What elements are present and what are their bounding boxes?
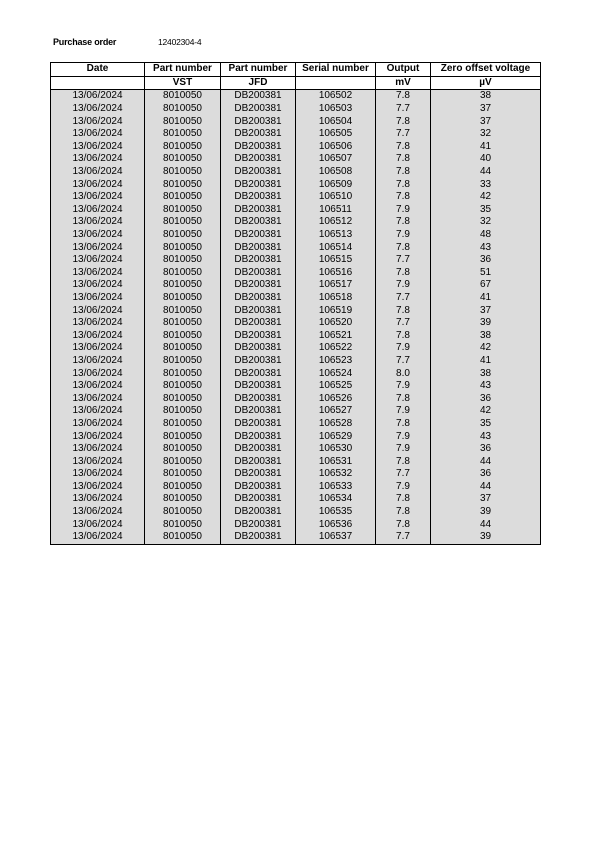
cell-date: 13/06/2024 <box>51 367 145 380</box>
cell-output: 7.8 <box>376 518 431 531</box>
cell-serial-number: 106520 <box>296 317 376 330</box>
cell-part-number-vst: 8010050 <box>145 317 221 330</box>
unit-serial <box>296 76 376 90</box>
cell-part-number-jfd: DB200381 <box>221 367 296 380</box>
table-row <box>51 443 541 456</box>
cell-date: 13/06/2024 <box>51 254 145 267</box>
cell-serial-number: 106529 <box>296 430 376 443</box>
cell-part-number-jfd: DB200381 <box>221 493 296 506</box>
unit-date <box>51 76 145 90</box>
cell-zero-offset: 41 <box>431 141 541 154</box>
cell-serial-number: 106510 <box>296 191 376 204</box>
cell-part-number-jfd: DB200381 <box>221 115 296 128</box>
cell-zero-offset: 37 <box>431 115 541 128</box>
table-row <box>51 380 541 393</box>
cell-date: 13/06/2024 <box>51 103 145 116</box>
cell-output: 7.9 <box>376 405 431 418</box>
cell-part-number-jfd: DB200381 <box>221 506 296 519</box>
cell-serial-number: 106530 <box>296 443 376 456</box>
cell-output: 7.8 <box>376 141 431 154</box>
cell-serial-number: 106528 <box>296 418 376 431</box>
cell-serial-number: 106504 <box>296 115 376 128</box>
cell-part-number-vst: 8010050 <box>145 443 221 456</box>
cell-zero-offset: 43 <box>431 430 541 443</box>
cell-output: 7.8 <box>376 115 431 128</box>
table-row <box>51 430 541 443</box>
cell-output: 7.9 <box>376 204 431 217</box>
cell-output: 7.8 <box>376 418 431 431</box>
cell-part-number-jfd: DB200381 <box>221 166 296 179</box>
cell-part-number-vst: 8010050 <box>145 418 221 431</box>
cell-part-number-vst: 8010050 <box>145 493 221 506</box>
cell-serial-number: 106536 <box>296 518 376 531</box>
cell-output: 7.7 <box>376 317 431 330</box>
cell-serial-number: 106503 <box>296 103 376 116</box>
cell-part-number-vst: 8010050 <box>145 178 221 191</box>
cell-serial-number: 106517 <box>296 279 376 292</box>
cell-date: 13/06/2024 <box>51 518 145 531</box>
cell-output: 7.8 <box>376 241 431 254</box>
cell-serial-number: 106525 <box>296 380 376 393</box>
table-body <box>51 90 541 544</box>
cell-output: 7.9 <box>376 380 431 393</box>
cell-date: 13/06/2024 <box>51 229 145 242</box>
cell-part-number-vst: 8010050 <box>145 267 221 280</box>
cell-zero-offset: 38 <box>431 329 541 342</box>
unit-output: mV <box>376 76 431 90</box>
cell-part-number-jfd: DB200381 <box>221 481 296 494</box>
cell-output: 7.8 <box>376 455 431 468</box>
cell-zero-offset: 42 <box>431 191 541 204</box>
cell-date: 13/06/2024 <box>51 418 145 431</box>
cell-output: 7.8 <box>376 267 431 280</box>
cell-part-number-vst: 8010050 <box>145 292 221 305</box>
cell-zero-offset: 32 <box>431 128 541 141</box>
table-row <box>51 141 541 154</box>
cell-date: 13/06/2024 <box>51 342 145 355</box>
cell-part-number-jfd: DB200381 <box>221 518 296 531</box>
cell-part-number-jfd: DB200381 <box>221 216 296 229</box>
cell-part-number-vst: 8010050 <box>145 229 221 242</box>
cell-part-number-vst: 8010050 <box>145 304 221 317</box>
cell-date: 13/06/2024 <box>51 267 145 280</box>
table-row <box>51 392 541 405</box>
cell-part-number-jfd: DB200381 <box>221 430 296 443</box>
cell-part-number-jfd: DB200381 <box>221 241 296 254</box>
cell-output: 7.7 <box>376 531 431 544</box>
table-row <box>51 304 541 317</box>
cell-date: 13/06/2024 <box>51 304 145 317</box>
table-row <box>51 241 541 254</box>
table-row <box>51 342 541 355</box>
cell-date: 13/06/2024 <box>51 128 145 141</box>
cell-part-number-jfd: DB200381 <box>221 380 296 393</box>
cell-date: 13/06/2024 <box>51 204 145 217</box>
cell-part-number-jfd: DB200381 <box>221 329 296 342</box>
table-row <box>51 229 541 242</box>
cell-serial-number: 106512 <box>296 216 376 229</box>
unit-vst: VST <box>145 76 221 90</box>
cell-serial-number: 106527 <box>296 405 376 418</box>
cell-serial-number: 106533 <box>296 481 376 494</box>
cell-part-number-vst: 8010050 <box>145 166 221 179</box>
cell-output: 7.9 <box>376 430 431 443</box>
cell-part-number-vst: 8010050 <box>145 367 221 380</box>
cell-part-number-jfd: DB200381 <box>221 178 296 191</box>
cell-part-number-vst: 8010050 <box>145 380 221 393</box>
cell-zero-offset: 36 <box>431 392 541 405</box>
cell-date: 13/06/2024 <box>51 468 145 481</box>
cell-zero-offset: 44 <box>431 481 541 494</box>
table-row <box>51 367 541 380</box>
unit-jfd: JFD <box>221 76 296 90</box>
header-part-number-jfd: Part number <box>221 63 296 77</box>
cell-part-number-jfd: DB200381 <box>221 405 296 418</box>
cell-part-number-jfd: DB200381 <box>221 418 296 431</box>
table-row <box>51 216 541 229</box>
table-row <box>51 317 541 330</box>
cell-part-number-jfd: DB200381 <box>221 267 296 280</box>
purchase-order-number: 12402304-4 <box>158 37 202 47</box>
cell-output: 7.9 <box>376 279 431 292</box>
table-row <box>51 531 541 544</box>
cell-part-number-jfd: DB200381 <box>221 103 296 116</box>
header-output: Output <box>376 63 431 77</box>
cell-part-number-vst: 8010050 <box>145 103 221 116</box>
cell-part-number-vst: 8010050 <box>145 204 221 217</box>
table-row <box>51 455 541 468</box>
cell-part-number-vst: 8010050 <box>145 329 221 342</box>
cell-serial-number: 106515 <box>296 254 376 267</box>
cell-serial-number: 106522 <box>296 342 376 355</box>
cell-zero-offset: 40 <box>431 153 541 166</box>
cell-part-number-vst: 8010050 <box>145 468 221 481</box>
cell-part-number-jfd: DB200381 <box>221 304 296 317</box>
cell-part-number-jfd: DB200381 <box>221 229 296 242</box>
cell-serial-number: 106523 <box>296 355 376 368</box>
header-part-number-vst: Part number <box>145 63 221 77</box>
cell-zero-offset: 36 <box>431 468 541 481</box>
table-units-row <box>51 76 541 90</box>
cell-zero-offset: 51 <box>431 267 541 280</box>
cell-serial-number: 106521 <box>296 329 376 342</box>
cell-part-number-vst: 8010050 <box>145 128 221 141</box>
cell-part-number-vst: 8010050 <box>145 481 221 494</box>
table-row <box>51 103 541 116</box>
table-row <box>51 418 541 431</box>
cell-serial-number: 106532 <box>296 468 376 481</box>
cell-serial-number: 106511 <box>296 204 376 217</box>
cell-date: 13/06/2024 <box>51 292 145 305</box>
cell-date: 13/06/2024 <box>51 506 145 519</box>
table-row <box>51 279 541 292</box>
cell-part-number-jfd: DB200381 <box>221 141 296 154</box>
results-table <box>50 62 541 545</box>
cell-part-number-jfd: DB200381 <box>221 292 296 305</box>
cell-output: 8.0 <box>376 367 431 380</box>
cell-date: 13/06/2024 <box>51 430 145 443</box>
cell-zero-offset: 35 <box>431 418 541 431</box>
cell-zero-offset: 37 <box>431 493 541 506</box>
cell-part-number-jfd: DB200381 <box>221 468 296 481</box>
cell-part-number-jfd: DB200381 <box>221 128 296 141</box>
table-row <box>51 292 541 305</box>
cell-part-number-jfd: DB200381 <box>221 191 296 204</box>
cell-part-number-vst: 8010050 <box>145 405 221 418</box>
table-row <box>51 191 541 204</box>
cell-date: 13/06/2024 <box>51 443 145 456</box>
cell-zero-offset: 44 <box>431 166 541 179</box>
cell-zero-offset: 32 <box>431 216 541 229</box>
cell-serial-number: 106531 <box>296 455 376 468</box>
cell-date: 13/06/2024 <box>51 166 145 179</box>
cell-zero-offset: 44 <box>431 518 541 531</box>
cell-date: 13/06/2024 <box>51 178 145 191</box>
cell-date: 13/06/2024 <box>51 317 145 330</box>
cell-serial-number: 106537 <box>296 531 376 544</box>
cell-serial-number: 106524 <box>296 367 376 380</box>
cell-part-number-jfd: DB200381 <box>221 455 296 468</box>
cell-zero-offset: 39 <box>431 506 541 519</box>
cell-part-number-vst: 8010050 <box>145 342 221 355</box>
cell-zero-offset: 36 <box>431 254 541 267</box>
cell-date: 13/06/2024 <box>51 279 145 292</box>
cell-part-number-jfd: DB200381 <box>221 317 296 330</box>
cell-zero-offset: 35 <box>431 204 541 217</box>
cell-part-number-vst: 8010050 <box>145 191 221 204</box>
cell-output: 7.8 <box>376 506 431 519</box>
table-row <box>51 128 541 141</box>
cell-part-number-vst: 8010050 <box>145 141 221 154</box>
cell-date: 13/06/2024 <box>51 329 145 342</box>
cell-zero-offset: 41 <box>431 355 541 368</box>
cell-part-number-jfd: DB200381 <box>221 342 296 355</box>
table-row <box>51 329 541 342</box>
cell-zero-offset: 37 <box>431 304 541 317</box>
table-row <box>51 166 541 179</box>
cell-serial-number: 106513 <box>296 229 376 242</box>
cell-date: 13/06/2024 <box>51 531 145 544</box>
cell-date: 13/06/2024 <box>51 241 145 254</box>
cell-output: 7.8 <box>376 329 431 342</box>
cell-serial-number: 106535 <box>296 506 376 519</box>
table-row <box>51 405 541 418</box>
cell-serial-number: 106506 <box>296 141 376 154</box>
cell-part-number-vst: 8010050 <box>145 430 221 443</box>
cell-part-number-jfd: DB200381 <box>221 531 296 544</box>
cell-date: 13/06/2024 <box>51 216 145 229</box>
cell-zero-offset: 43 <box>431 241 541 254</box>
cell-output: 7.8 <box>376 392 431 405</box>
cell-output: 7.9 <box>376 481 431 494</box>
cell-output: 7.8 <box>376 153 431 166</box>
cell-serial-number: 106502 <box>296 90 376 103</box>
cell-serial-number: 106514 <box>296 241 376 254</box>
cell-zero-offset: 48 <box>431 229 541 242</box>
cell-output: 7.9 <box>376 229 431 242</box>
cell-output: 7.7 <box>376 355 431 368</box>
cell-zero-offset: 42 <box>431 405 541 418</box>
cell-part-number-jfd: DB200381 <box>221 153 296 166</box>
cell-zero-offset: 38 <box>431 367 541 380</box>
cell-serial-number: 106518 <box>296 292 376 305</box>
cell-serial-number: 106509 <box>296 178 376 191</box>
table-row <box>51 468 541 481</box>
cell-output: 7.8 <box>376 493 431 506</box>
cell-part-number-jfd: DB200381 <box>221 443 296 456</box>
cell-part-number-vst: 8010050 <box>145 392 221 405</box>
cell-serial-number: 106519 <box>296 304 376 317</box>
cell-output: 7.8 <box>376 216 431 229</box>
cell-serial-number: 106507 <box>296 153 376 166</box>
cell-output: 7.9 <box>376 342 431 355</box>
cell-part-number-jfd: DB200381 <box>221 254 296 267</box>
cell-output: 7.8 <box>376 166 431 179</box>
cell-part-number-vst: 8010050 <box>145 355 221 368</box>
cell-part-number-jfd: DB200381 <box>221 355 296 368</box>
cell-output: 7.7 <box>376 254 431 267</box>
cell-zero-offset: 42 <box>431 342 541 355</box>
cell-output: 7.9 <box>376 443 431 456</box>
cell-date: 13/06/2024 <box>51 455 145 468</box>
header-date: Date <box>51 63 145 77</box>
cell-output: 7.8 <box>376 304 431 317</box>
cell-date: 13/06/2024 <box>51 153 145 166</box>
unit-offset: µV <box>431 76 541 90</box>
cell-zero-offset: 39 <box>431 531 541 544</box>
cell-output: 7.7 <box>376 468 431 481</box>
cell-output: 7.8 <box>376 90 431 103</box>
cell-part-number-vst: 8010050 <box>145 518 221 531</box>
cell-date: 13/06/2024 <box>51 141 145 154</box>
cell-zero-offset: 43 <box>431 380 541 393</box>
cell-zero-offset: 36 <box>431 443 541 456</box>
cell-zero-offset: 38 <box>431 90 541 103</box>
header-serial-number: Serial number <box>296 63 376 77</box>
cell-date: 13/06/2024 <box>51 405 145 418</box>
cell-part-number-jfd: DB200381 <box>221 90 296 103</box>
cell-zero-offset: 33 <box>431 178 541 191</box>
table-row <box>51 481 541 494</box>
cell-part-number-vst: 8010050 <box>145 115 221 128</box>
cell-serial-number: 106516 <box>296 267 376 280</box>
cell-zero-offset: 39 <box>431 317 541 330</box>
table-row <box>51 153 541 166</box>
cell-output: 7.7 <box>376 103 431 116</box>
cell-part-number-vst: 8010050 <box>145 506 221 519</box>
cell-part-number-jfd: DB200381 <box>221 204 296 217</box>
cell-zero-offset: 67 <box>431 279 541 292</box>
cell-date: 13/06/2024 <box>51 355 145 368</box>
cell-date: 13/06/2024 <box>51 392 145 405</box>
table-header-row <box>51 63 541 77</box>
table-row <box>51 204 541 217</box>
cell-part-number-vst: 8010050 <box>145 531 221 544</box>
cell-zero-offset: 41 <box>431 292 541 305</box>
table-row <box>51 518 541 531</box>
cell-part-number-vst: 8010050 <box>145 241 221 254</box>
cell-part-number-vst: 8010050 <box>145 279 221 292</box>
header-zero-offset-voltage: Zero offset voltage <box>431 63 541 77</box>
cell-serial-number: 106505 <box>296 128 376 141</box>
cell-zero-offset: 44 <box>431 455 541 468</box>
table-row <box>51 267 541 280</box>
cell-output: 7.8 <box>376 191 431 204</box>
cell-date: 13/06/2024 <box>51 493 145 506</box>
cell-zero-offset: 37 <box>431 103 541 116</box>
cell-output: 7.8 <box>376 178 431 191</box>
cell-date: 13/06/2024 <box>51 380 145 393</box>
cell-part-number-vst: 8010050 <box>145 216 221 229</box>
cell-part-number-jfd: DB200381 <box>221 279 296 292</box>
cell-date: 13/06/2024 <box>51 191 145 204</box>
table-row <box>51 90 541 103</box>
purchase-order-label: Purchase order <box>53 37 117 47</box>
cell-date: 13/06/2024 <box>51 481 145 494</box>
cell-part-number-vst: 8010050 <box>145 90 221 103</box>
cell-serial-number: 106526 <box>296 392 376 405</box>
table-row <box>51 178 541 191</box>
cell-date: 13/06/2024 <box>51 90 145 103</box>
cell-serial-number: 106534 <box>296 493 376 506</box>
table-row <box>51 493 541 506</box>
cell-part-number-jfd: DB200381 <box>221 392 296 405</box>
cell-part-number-vst: 8010050 <box>145 153 221 166</box>
table-row <box>51 506 541 519</box>
cell-part-number-vst: 8010050 <box>145 254 221 267</box>
cell-output: 7.7 <box>376 128 431 141</box>
table-row <box>51 355 541 368</box>
table-row <box>51 115 541 128</box>
cell-date: 13/06/2024 <box>51 115 145 128</box>
cell-serial-number: 106508 <box>296 166 376 179</box>
cell-output: 7.7 <box>376 292 431 305</box>
table-row <box>51 254 541 267</box>
cell-part-number-vst: 8010050 <box>145 455 221 468</box>
